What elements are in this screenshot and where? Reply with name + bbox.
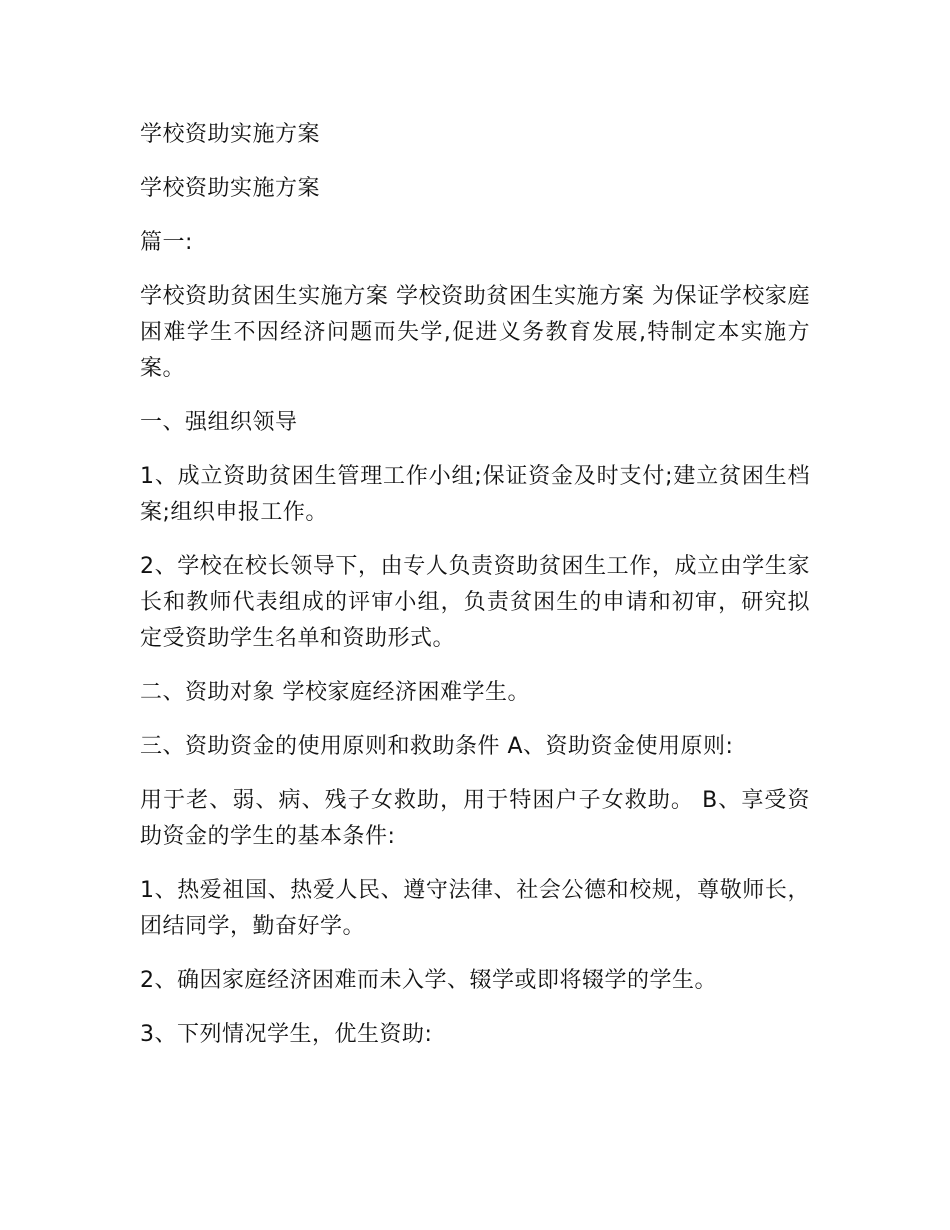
section-label: 篇一: — [140, 230, 193, 255]
section-heading: 一、强组织领导 — [140, 410, 298, 435]
section-heading: 二、资助对象 学校家庭经济困难学生。 — [140, 680, 530, 705]
document-title: 学校资助实施方案 — [140, 122, 321, 147]
document-subtitle: 学校资助实施方案 — [140, 176, 321, 201]
document-body — [140, 117, 810, 1071]
paragraph: 2、学校在校长领导下，由专人负责资助贫困生工作，成立由学生家长和教师代表组成的评审小组，负责贫困生的申请和初审，研究拟定受资助学生名单和资助形式。 — [140, 554, 810, 651]
paragraph: 2、确因家庭经济困难而未入学、辍学或即将辍学的学生。 — [140, 968, 717, 993]
paragraph: 3、下列情况学生，优生资助: — [140, 1022, 433, 1047]
section-heading: 三、资助资金的使用原则和救助条件 A、资助资金使用原则: — [140, 734, 734, 759]
paragraph: 学校资助贫困生实施方案 学校资助贫困生实施方案 为保证学校家庭困难学生不因经济问题而失学,促进义务教育发展,特制定本实施方案。 — [140, 284, 810, 381]
paragraph: 1、热爱祖国、热爱人民、遵守法律、社会公德和校规，尊敬师长，团结同学，勤奋好学。 — [140, 878, 810, 939]
paragraph: 用于老、弱、病、残子女救助，用于特困户子女救助。 B、享受资助资金的学生的基本条件: — [140, 788, 810, 849]
paragraph: 1、成立资助贫困生管理工作小组;保证资金及时支付;建立贫困生档案;组织申报工作。 — [140, 464, 810, 525]
